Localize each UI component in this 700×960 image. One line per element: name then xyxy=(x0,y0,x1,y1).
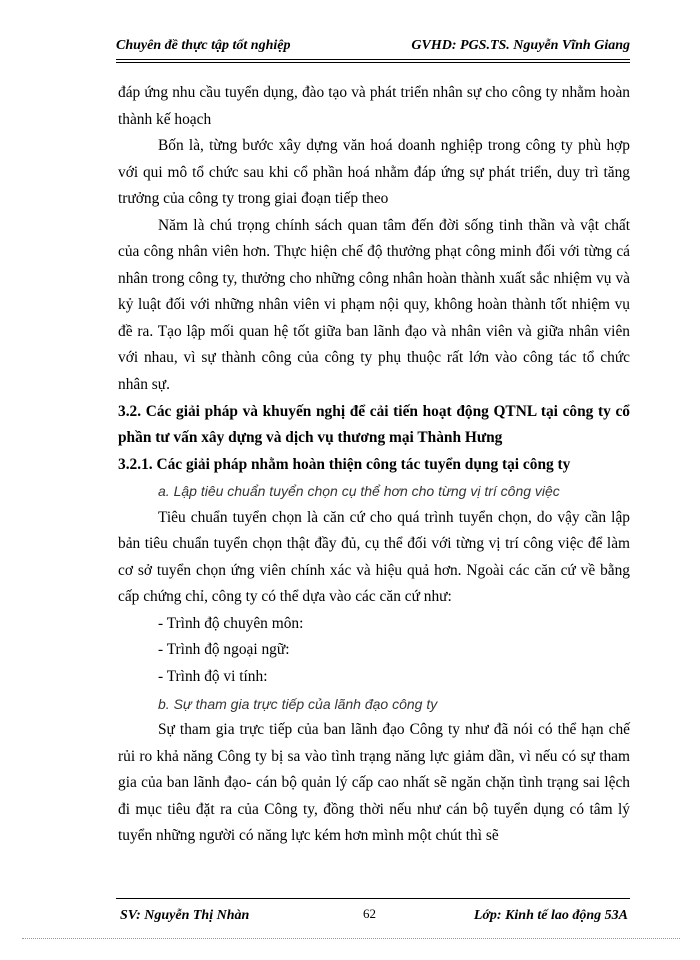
page-body xyxy=(118,80,630,850)
page-footer xyxy=(116,898,630,923)
list-item: - Trình độ vi tính: xyxy=(158,668,268,686)
footer-student: SV: Nguyễn Thị Nhàn xyxy=(120,908,250,923)
page-header xyxy=(116,38,630,60)
page-boundary-divider xyxy=(22,938,680,939)
page-number: 62 xyxy=(363,906,376,921)
list-item: - Trình độ chuyên môn: xyxy=(158,614,304,632)
paragraph-1: đáp ứng nhu cầu tuyển dụng, đào tạo và phát triển nhân sự cho công ty nhằm hoàn thành kế hoạch xyxy=(118,84,630,128)
paragraph-5: Sự tham gia trực tiếp của ban lãnh đạo Công ty như đã nói có thể hạn chế rủi ro khả năng Công ty bị sa vào tình trạng năng lực giảm dần, vì nếu có sự tham gia của ban lãnh đạo- cán bộ quản lý cấp cao nhất sẽ ngăn chặn tình trạng sai lệch đi mục tiêu đặt ra của Công ty, đồng thời nếu như cán bộ tuyển dụng có tâm lý tuyển những người có năng lực kém hơn mình một chút thì sẽ xyxy=(118,721,630,845)
footer-class: Lớp: Kinh tế lao động 53A xyxy=(473,908,628,923)
header-advisor: GVHD: PGS.TS. Nguyễn Vĩnh Giang xyxy=(411,38,630,53)
subheading-b: b. Sự tham gia trực tiếp của lãnh đạo công ty xyxy=(158,695,438,712)
paragraph-3: Năm là chú trọng chính sách quan tâm đến đời sống tinh thần và vật chất của công nhân viên hơn. Thực hiện chế độ thưởng phạt công minh đối với từng cá nhân trong công ty, thưởng cho những công nhân hoàn thành xuất sắc nhiệm vụ và kỷ luật đối với những nhân viên vi phạm nội quy, không hoàn thành tốt nhiệm vụ đề ra. Tạo lập mối quan hệ tốt giữa ban lãnh đạo và nhân viên và giữa nhân viên với nhau, vì sự thành công của công ty phụ thuộc rất lớn vào công tác tổ chức nhân sự. xyxy=(118,216,630,394)
header-title: Chuyên đề thực tập tốt nghiệp xyxy=(116,38,291,53)
list-item: - Trình độ ngoại ngữ: xyxy=(158,641,290,659)
subheading-a: a. Lập tiêu chuẩn tuyển chọn cụ thể hơn cho từng vị trí công việc xyxy=(158,483,560,500)
paragraph-4: Tiêu chuẩn tuyển chọn là căn cứ cho quá trình tuyển chọn, do vậy cần lập bản tiêu chuẩn tuyển chọn thật đầy đủ, cụ thể đối với từng vị trí công việc để làm cơ sở tuyển chọn ứng viên chính xác và hiệu quả hơn. Ngoài các căn cứ về bằng cấp chứng chỉ, công ty có thể dựa vào các căn cứ như: xyxy=(118,508,630,606)
section-heading-3-2: 3.2. Các giải pháp và khuyến nghị để cải tiến hoạt động QTNL tại công ty cổ phần tư vấn xây dựng và dịch vụ thương mại Thành Hưng xyxy=(118,402,630,447)
paragraph-2: Bốn là, từng bước xây dựng văn hoá doanh nghiệp trong công ty phù hợp với qui mô tổ chức sau khi cổ phần hoá nhằm đáp ứng sự phát triển, duy trì tăng trưởng của công ty trong giai đoạn tiếp theo xyxy=(118,137,630,208)
section-heading-3-2-1: 3.2.1. Các giải pháp nhằm hoàn thiện công tác tuyển dụng tại công ty xyxy=(118,455,571,473)
